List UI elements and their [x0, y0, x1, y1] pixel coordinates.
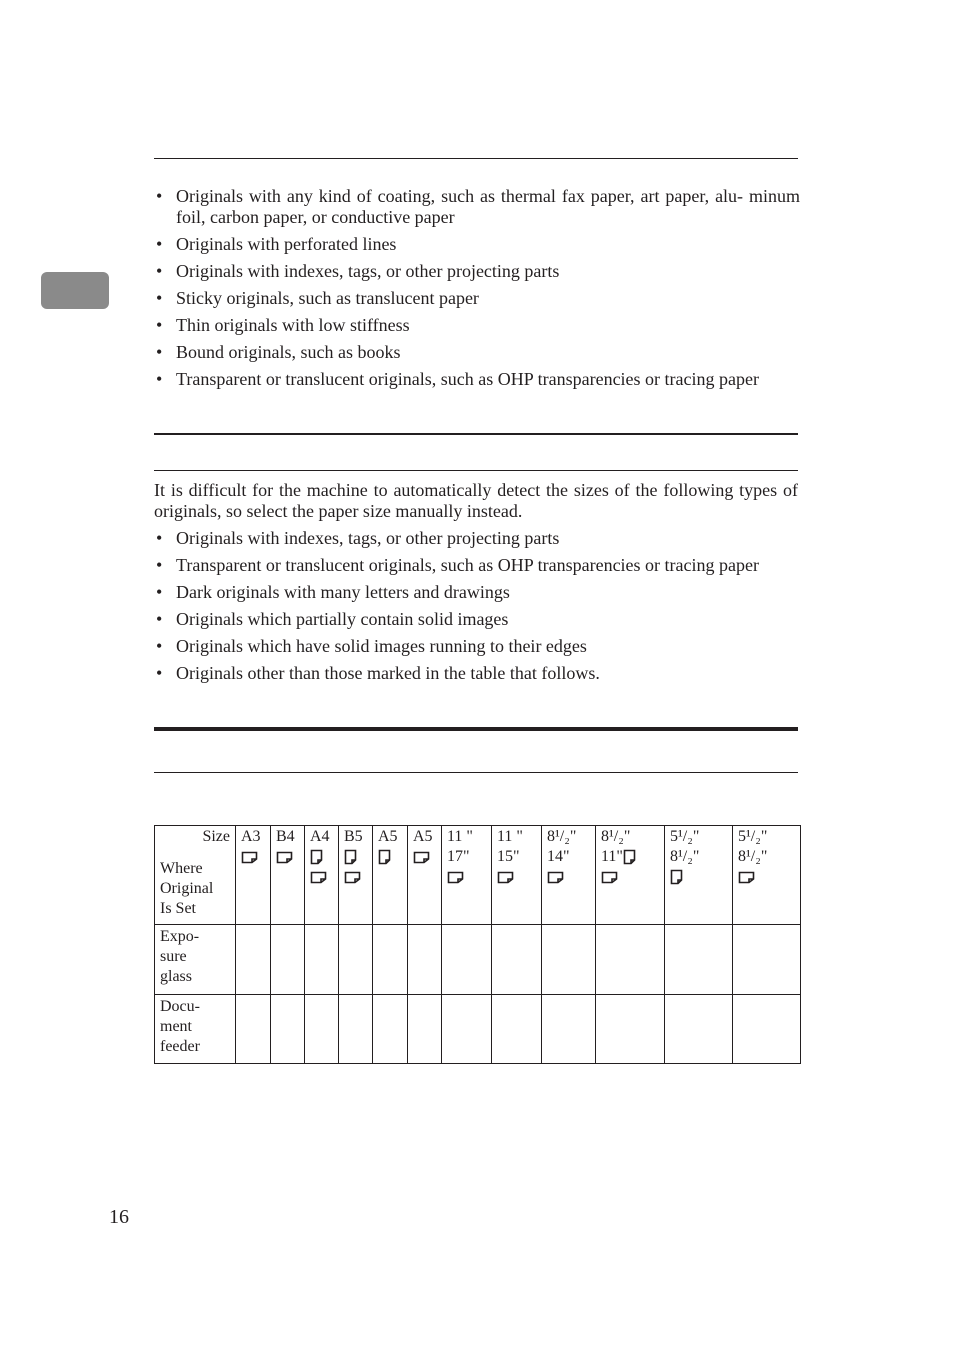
paper-landscape-icon — [738, 871, 755, 884]
paper-landscape-icon — [413, 851, 430, 864]
paper-landscape-icon — [276, 851, 293, 864]
list-item — [154, 234, 800, 255]
size-column-header — [236, 826, 271, 925]
bullet-icon: • — [156, 528, 163, 548]
size-column-header — [442, 826, 492, 925]
section-rule-2 — [154, 470, 798, 471]
paper-landscape-icon — [497, 871, 514, 884]
list-item — [154, 261, 800, 282]
bullet-icon: • — [156, 234, 163, 254]
paper-portrait-icon — [670, 869, 683, 885]
list-item — [154, 609, 800, 630]
where-original-label: Where Original Is Set — [160, 860, 214, 917]
size-column-header — [305, 826, 339, 925]
paper-portrait-icon — [344, 849, 357, 865]
list-item-text: Originals which partially contain solid images — [176, 609, 509, 629]
size-label: 11 " 15" — [497, 828, 523, 865]
size-label: B4 — [276, 828, 295, 845]
table-cell — [236, 995, 271, 1064]
paper-orientation — [241, 847, 265, 867]
paper-orientation — [344, 867, 367, 887]
bullet-icon: • — [156, 555, 163, 575]
table-cell — [339, 925, 373, 995]
page-number: 16 — [109, 1206, 129, 1228]
paper-orientation — [547, 867, 590, 887]
paper-orientation — [497, 867, 536, 887]
list-item-text: Originals which have solid images running to their edges — [176, 636, 587, 656]
size-label: 8¹/₂" 14" — [547, 828, 577, 865]
paper-orientation — [276, 847, 299, 867]
table-cell — [305, 995, 339, 1064]
paper-portrait-icon — [310, 849, 323, 865]
hard-to-detect-list — [154, 528, 800, 690]
paper-orientation — [310, 847, 333, 867]
bullet-icon: • — [156, 288, 163, 308]
bullet-icon: • — [156, 609, 163, 629]
size-column-header — [665, 826, 733, 925]
bullet-icon: • — [156, 369, 163, 389]
list-item-text: Transparent or translucent originals, such as OHP transparencies or tracing paper — [176, 369, 759, 389]
list-item — [154, 315, 800, 336]
size-label: A5 — [378, 828, 398, 845]
table-cell — [271, 925, 305, 995]
table-cell — [542, 925, 596, 995]
size-column-header — [596, 826, 665, 925]
bullet-icon: • — [156, 663, 163, 683]
paper-orientation — [413, 847, 436, 867]
size-column-header — [339, 826, 373, 925]
list-item-text: Originals with indexes, tags, or other projecting parts — [176, 261, 560, 281]
list-item-text: Thin originals with low stiffness — [176, 315, 410, 335]
list-item — [154, 342, 800, 363]
list-item — [154, 582, 800, 603]
table-header-row — [155, 826, 801, 925]
paper-landscape-icon — [447, 871, 464, 884]
paper-orientation — [344, 847, 367, 867]
list-item — [154, 636, 800, 657]
size-column-header — [542, 826, 596, 925]
bullet-icon: • — [156, 261, 163, 281]
size-label: B5 — [344, 828, 363, 845]
bullet-icon: • — [156, 636, 163, 656]
table-row — [155, 995, 801, 1064]
size-label: 5¹/₂" 8¹/₂" — [670, 828, 700, 865]
paper-landscape-icon — [344, 871, 361, 884]
list-item — [154, 663, 800, 684]
list-item-text: Originals other than those marked in the table that follows. — [176, 663, 600, 683]
size-label: Size — [202, 828, 230, 845]
top-rule — [154, 158, 798, 159]
chapter-tab — [41, 272, 109, 309]
table-cell — [596, 925, 665, 995]
list-item-text: Bound originals, such as books — [176, 342, 401, 362]
list-item — [154, 186, 800, 228]
list-item — [154, 369, 800, 390]
table-cell — [442, 995, 492, 1064]
table-cell — [236, 925, 271, 995]
size-column-header — [408, 826, 442, 925]
size-column-header — [373, 826, 408, 925]
paper-landscape-icon — [310, 871, 327, 884]
list-item-text: Originals with indexes, tags, or other projecting parts — [176, 528, 560, 548]
table-cell — [596, 995, 665, 1064]
bullet-icon: • — [156, 582, 163, 602]
paper-portrait-icon — [378, 849, 391, 865]
paper-landscape-icon — [241, 851, 258, 864]
size-label: A4 — [310, 828, 330, 845]
table-cell — [665, 995, 733, 1064]
list-item-text: Sticky originals, such as translucent paper — [176, 288, 479, 308]
size-label: A3 — [241, 828, 261, 845]
size-label: 5¹/₂" 8¹/₂" — [738, 828, 768, 865]
paper-landscape-icon — [547, 871, 564, 884]
paper-orientation — [738, 867, 795, 887]
table-cell — [373, 925, 408, 995]
detectable-sizes-table — [154, 825, 801, 1064]
paper-orientation — [378, 847, 402, 867]
bullet-icon: • — [156, 315, 163, 335]
list-item-text: Originals with perforated lines — [176, 234, 397, 254]
paper-orientation — [310, 867, 333, 887]
table-cell — [408, 995, 442, 1064]
table-cell — [271, 995, 305, 1064]
table-cell — [339, 995, 373, 1064]
table-cell — [305, 925, 339, 995]
list-item-text: Dark originals with many letters and drawings — [176, 582, 510, 602]
paper-orientation — [670, 867, 727, 887]
table-cell — [492, 995, 542, 1064]
paper-landscape-icon — [601, 871, 618, 884]
paper-orientation — [601, 867, 659, 887]
unsuitable-originals-list — [154, 186, 800, 396]
list-item — [154, 555, 800, 576]
row-label-document-feeder: Docu- ment feeder — [155, 995, 236, 1064]
size-label: 11 " 17" — [447, 828, 473, 865]
table-cell — [442, 925, 492, 995]
table-cell — [492, 925, 542, 995]
section-rule-1 — [154, 433, 798, 435]
list-item-text: Originals with any kind of coating, such as thermal fax paper, art paper, alu- minum foil, carbon paper, or conductive paper — [176, 186, 800, 227]
list-item — [154, 288, 800, 309]
bullet-icon: • — [156, 186, 163, 206]
size-label: 8¹/₂" 11" — [601, 828, 631, 865]
table-cell — [373, 995, 408, 1064]
size-column-header — [271, 826, 305, 925]
table-cell — [733, 995, 801, 1064]
paper-orientation — [447, 867, 486, 887]
table-cell — [408, 925, 442, 995]
size-label: A5 — [413, 828, 433, 845]
intro-paragraph: It is difficult for the machine to automatically detect the sizes of the following types of originals, so select the paper size manually instead. — [154, 480, 798, 521]
size-column-header — [492, 826, 542, 925]
table-row — [155, 925, 801, 995]
table-corner-cell — [155, 826, 236, 925]
section-rule-4 — [154, 772, 798, 773]
table-cell — [733, 925, 801, 995]
section-rule-3 — [154, 727, 798, 731]
paper-portrait-icon — [623, 849, 636, 865]
table-cell — [542, 995, 596, 1064]
list-item-text: Transparent or translucent originals, such as OHP transparencies or tracing paper — [176, 555, 759, 575]
table-cell — [665, 925, 733, 995]
size-column-header — [733, 826, 801, 925]
row-label-exposure-glass: Expo- sure glass — [155, 925, 236, 995]
bullet-icon: • — [156, 342, 163, 362]
list-item — [154, 528, 800, 549]
